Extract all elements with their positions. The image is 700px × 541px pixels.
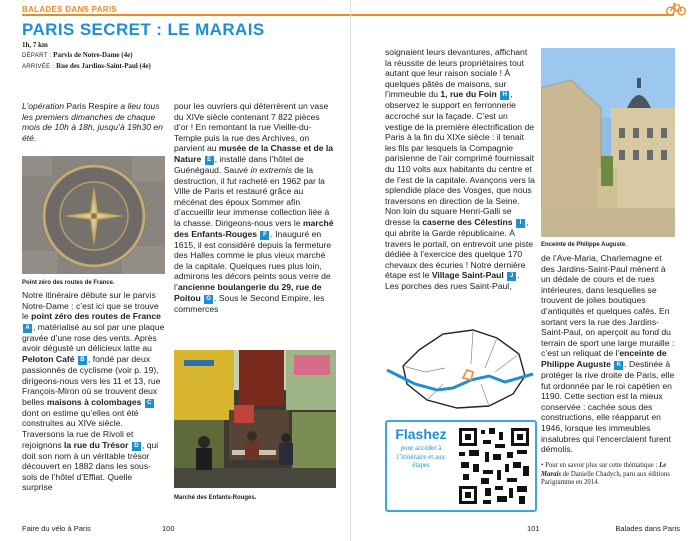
qr-code-icon[interactable] bbox=[457, 426, 531, 506]
header-rule bbox=[351, 14, 674, 16]
left-column-2 bbox=[174, 101, 334, 314]
wall-and-building bbox=[541, 48, 675, 237]
point-zero-plaque bbox=[22, 156, 165, 274]
route-meta bbox=[22, 40, 151, 72]
map-marker-g: G bbox=[204, 295, 213, 304]
page-number: 100 bbox=[162, 524, 175, 533]
arrivee-value: Rue des Jardins-Saint-Paul (4e) bbox=[56, 62, 151, 70]
photo-point-zero bbox=[22, 156, 165, 274]
map-marker-d: D bbox=[132, 442, 141, 451]
map-marker-j: J bbox=[507, 272, 516, 281]
left-column-1 bbox=[22, 101, 165, 143]
map-marker-h: H bbox=[500, 91, 509, 100]
running-head: BALADES DANS PARIS bbox=[22, 5, 118, 14]
page-title: PARIS SECRET : LE MARAIS bbox=[22, 20, 265, 39]
map-marker-i: I bbox=[516, 219, 525, 228]
right-column-2 bbox=[541, 253, 675, 455]
right-column-1 bbox=[385, 47, 535, 292]
arrivee-label: ARRIVÉE : bbox=[22, 64, 55, 70]
flash-subtitle: pour accéder à l’itinéraire et aux étapes bbox=[396, 444, 446, 469]
paragraph: Notre itinéraire débute sur le parvis Notre-Dame : c’est ici que se trouve le point zéro des routes de FranceA , matérialisé au sol par une plaque gravée d’une rose des vents. Après avoir dégusté un délicieux latte au Peloton Café B , fondé par deux passionnés de cyclisme (voir p. 19), dirigeons-nous vers les 11 et 13, rue François-Miron où se trouvent deux belles maisons à colombages C dont on estime qu’elles ont été construites au XIVe siècle. Traversons la rue de Rivoli et rejoignons la rue du Trésor D , qui doit son nom à un véritable trésor découvert en 1882 dans les sous-sols de l’hôtel d’Effiat. Quelle surprise bbox=[22, 290, 165, 493]
map-marker-f: F bbox=[260, 231, 269, 240]
map-marker-e: E bbox=[205, 156, 214, 165]
flash-title: Flashez bbox=[395, 426, 447, 442]
depart-label: DÉPART : bbox=[22, 53, 52, 59]
intro-note: L’opération Paris Respire a lieu tous les premiers dimanches de chaque mois de 10h à 18h, jusqu’à 19h30 en été. bbox=[22, 101, 163, 143]
map-marker-k: K bbox=[614, 361, 623, 370]
further-reading-note: • Pour en savoir plus sur cette thématique : Le Marais de Danielle Chadych, paru aux éditions Parigramme en 2014. bbox=[541, 462, 670, 487]
photo-marche-enfants-rouges bbox=[174, 350, 336, 488]
photo-enceinte-philippe-auguste bbox=[541, 48, 675, 237]
left-column-1-body bbox=[22, 290, 165, 493]
market-scene bbox=[174, 350, 336, 488]
route-map bbox=[385, 324, 535, 412]
route-distance: 1h, 7 km bbox=[22, 41, 48, 49]
bicycle-icon bbox=[666, 2, 686, 16]
paragraph: pour les ouvriers qui dëterrèrent un vase du XIVe siècle contenant 7 822 pièces d’or ! En remontant la rue Vieille-du-Temple puis la rue des Archives, on parvient au musée de la Chasse et de la Nature E , installé dans l’hôtel de Guénégaud. Sauvé in extremis de la destruction, il fut racheté en 1962 par la Ville de Paris et restauré grâce au mécénat des époux Sommer afin d’accueillir leur immense collection liée à la chasse. Dirigeons-nous vers le marché des Enfants-Rouges F . Inauguré en 1615, il est considéré depuis la fermeture des Halles comme le plus vieux marché de la capitale. Quelques rues plus loin, admirons les décors peints sous verre de l’ancienne boulangerie du 29, rue de Poitou G . Sous le Second Empire, les commerces bbox=[174, 101, 334, 314]
photo-enceinte-caption: Enceinte de Philippe Auguste. bbox=[541, 242, 627, 248]
depart-value: Parvis de Notre-Dame (4e) bbox=[53, 51, 133, 59]
photo-point-zero-caption: Point zéro des routes de France. bbox=[22, 280, 115, 286]
map-marker-a: A bbox=[23, 324, 32, 333]
header-rule bbox=[22, 14, 350, 16]
photo-marche-caption: Marché des Enfants-Rouges. bbox=[174, 495, 257, 501]
footer-title: Balades dans Paris bbox=[615, 524, 680, 533]
qr-panel bbox=[385, 420, 537, 512]
footer-title: Faire du vélo à Paris bbox=[22, 524, 91, 533]
map-marker-b: B bbox=[78, 356, 87, 365]
paragraph: soignaient leurs devantures, affichant la réussite de leurs propriétaires tout autant que leur raison sociale ! À quelques pâtés de maisons, sur l’immeuble du 1, rue du Foin H , observez le support en ferronnerie accroché sur la façade. C’est un vestige de la première électrification de Paris à la fin du XIXe siècle : il tenait les fils par lesquels la Compagnie parisienne de l’air comprimé fournissait du 110 volts aux habitants du centre et de l’est de la capitale. Avançons vers la splendide place des Vosges, que nous traversons en direction de la Seine. Non loin du square Henri-Galli se dresse la caserne des Célestins I , qui abrite la Garde républicaine. À travers le portail, on entrevoit une piste dédiée à l’exercice des quelque 170 chevaux des écuries ! Notre dernière étape est le Village Saint-Paul J . Les porches des rues Saint-Paul, bbox=[385, 47, 535, 292]
map-marker-c: C bbox=[145, 399, 154, 408]
page-number: 101 bbox=[527, 524, 540, 533]
right-page bbox=[350, 0, 700, 541]
paragraph: de l’Ave-Maria, Charlemagne et des Jardins-Saint-Paul mènent à un dédale de cours et de rues intérieures, dans lesquelles se trouvent de jolies boutiques d’antiquités et quelques cafés. En sortant vers la rue des Jardins-Saint-Paul, on aperçoit au fond du terrain de sport une large muraille : c’est un reliquat de l’enceinte de Philippe Auguste K . Destinée à protéger la rive droite de Paris, elle fut ordonnée par le roi capétien en 1190. Cette section est la mieux conservée : cachée sous des constructions, elle réapparut en 1946, lorsque les immeubles insalubres qui l’encerclaient furent démolis. bbox=[541, 253, 675, 455]
